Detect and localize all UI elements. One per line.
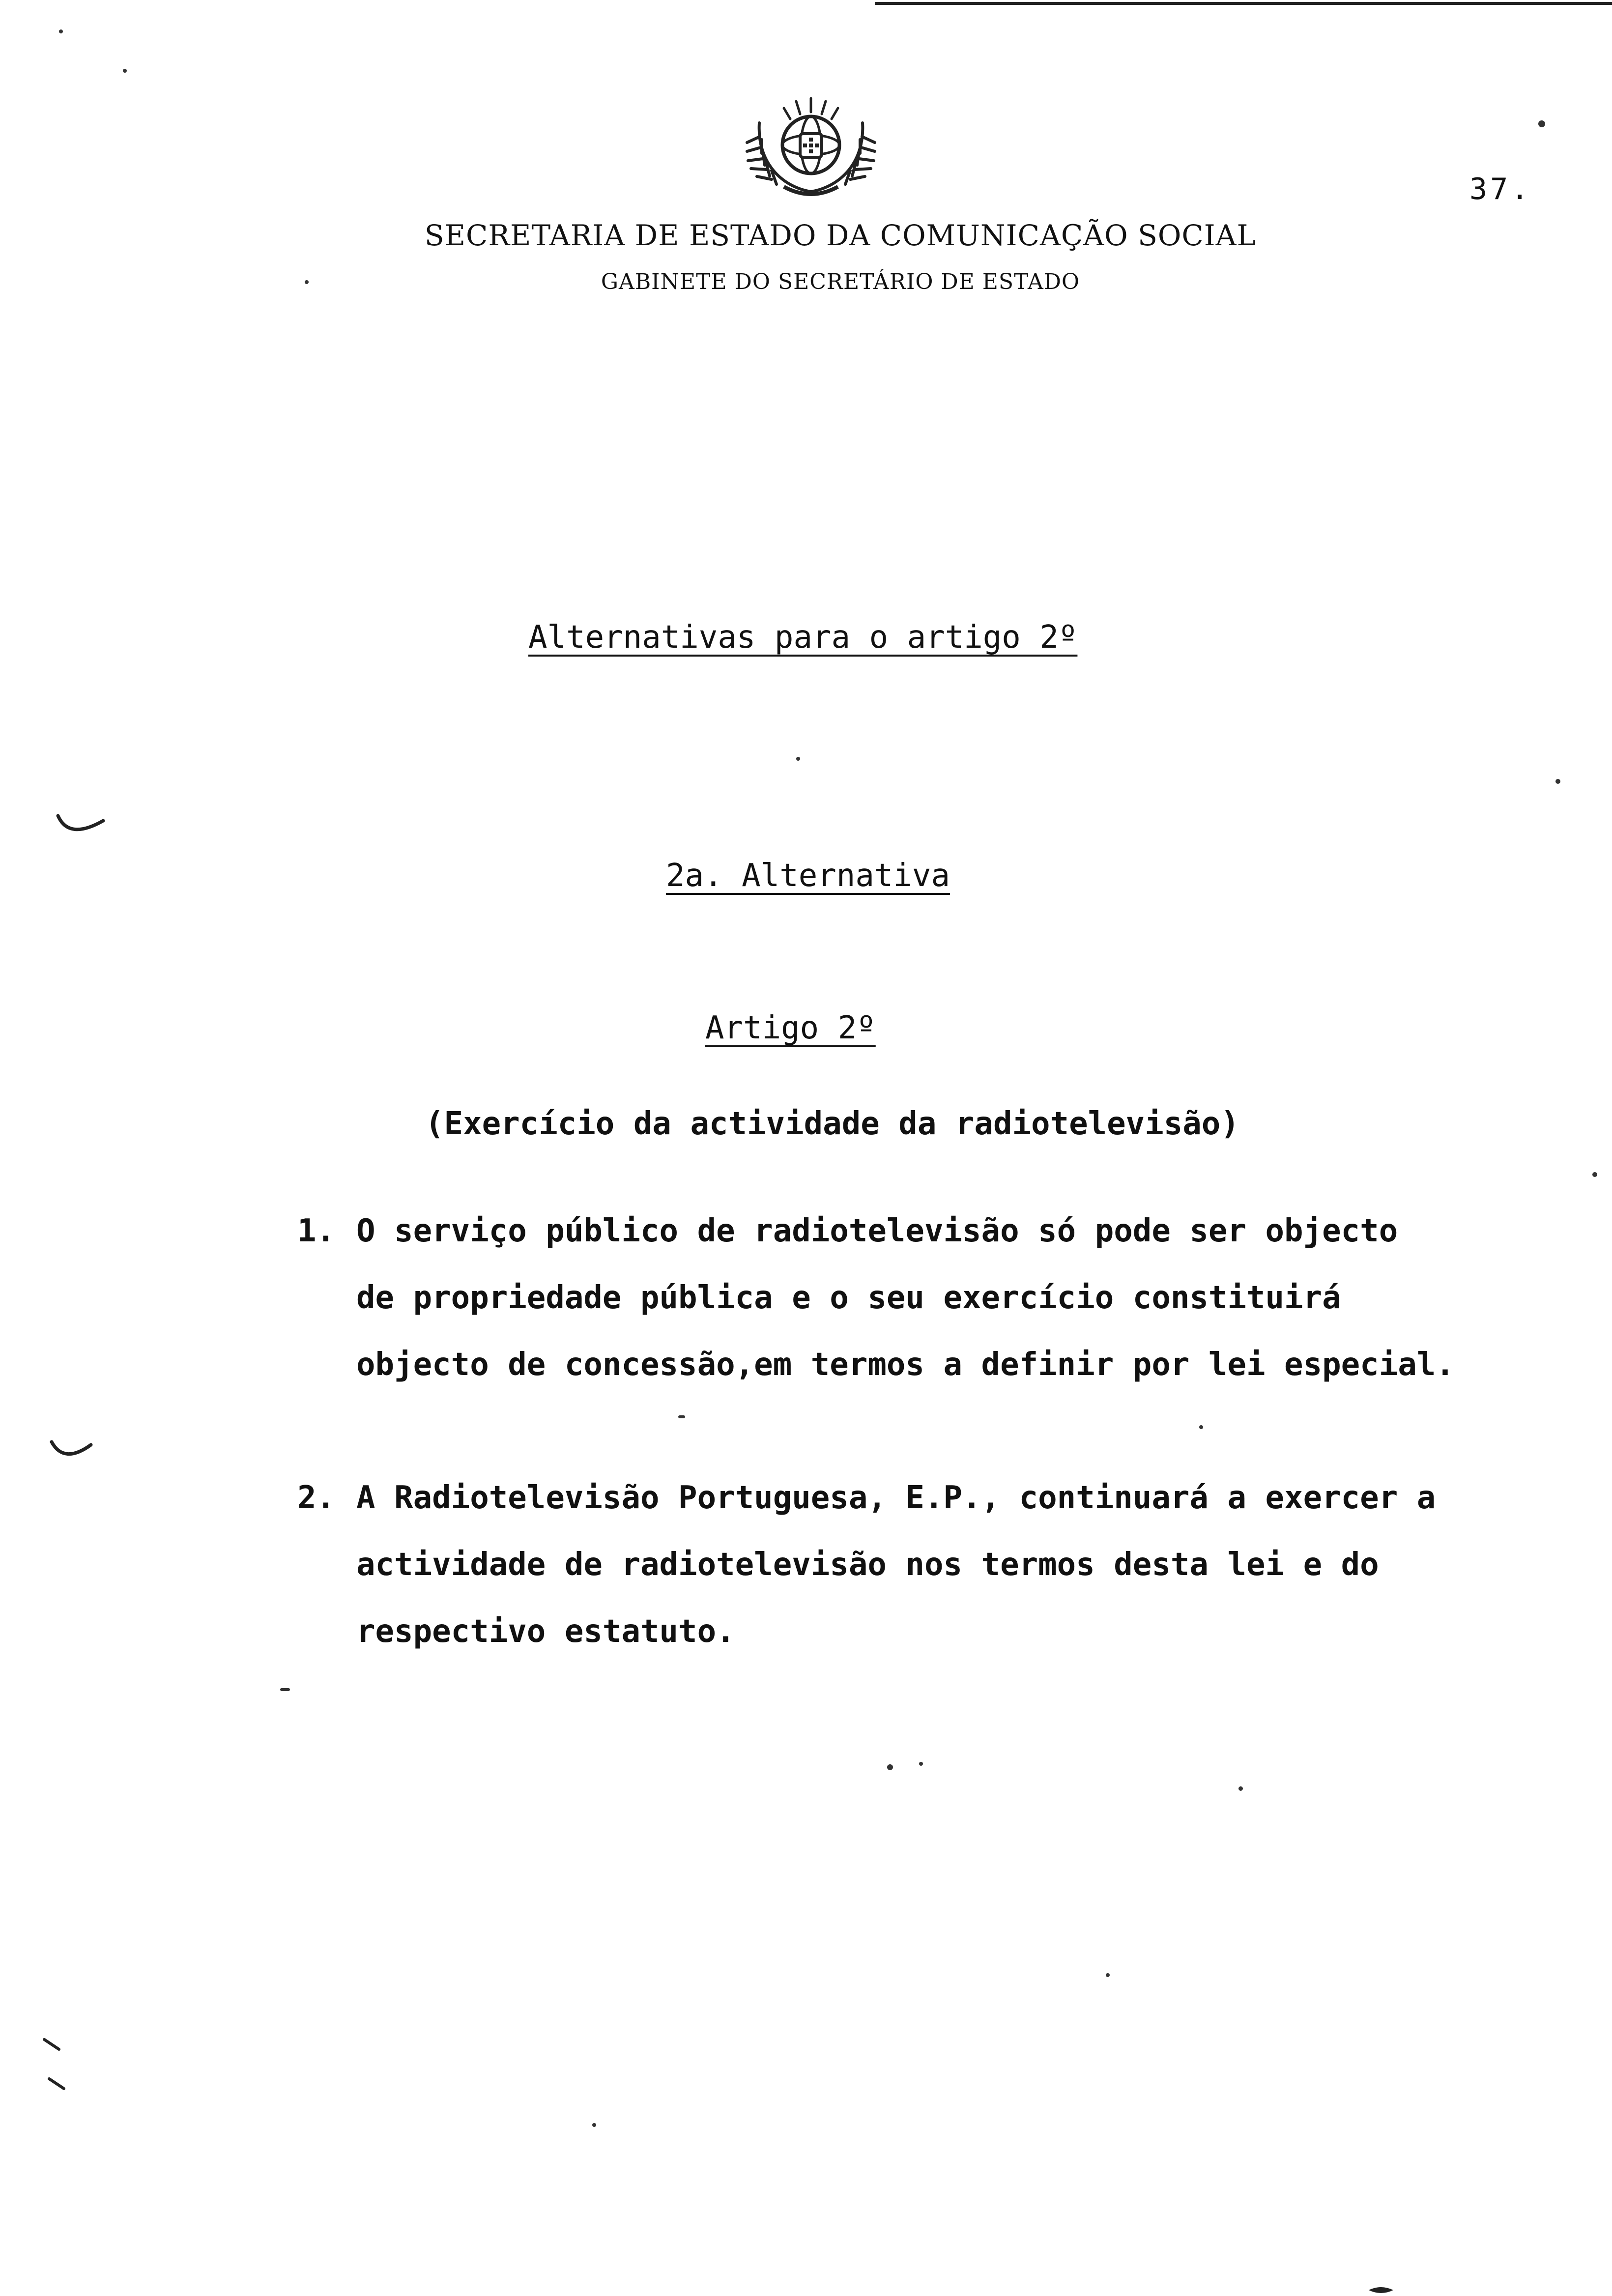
coat-of-arms-icon	[737, 93, 885, 201]
section-heading: Alternativas para o artigo 2º	[528, 619, 1078, 656]
speck	[59, 29, 63, 33]
item-line: A Radiotelevisão Portuguesa, E.P., continuará a exercer a	[356, 1480, 1436, 1516]
speck	[1106, 1973, 1110, 1977]
speck	[592, 2123, 596, 2127]
item-number: 2.	[297, 1480, 336, 1516]
item-text	[356, 1464, 1612, 1665]
letterhead-subtitle: GABINETE DO SECRETÁRIO DE ESTADO	[601, 269, 1080, 294]
item-number: 1.	[297, 1213, 336, 1249]
alternative-heading: 2a. Alternativa	[666, 858, 950, 894]
speck	[678, 1415, 685, 1418]
item-line: respectivo estatuto.	[356, 1613, 735, 1650]
margin-stroke-icon	[39, 2035, 69, 2094]
speck-mark-icon	[1366, 2285, 1396, 2296]
speck	[887, 1764, 893, 1770]
article-heading: Artigo 2º	[705, 1010, 876, 1046]
item-line: actividade de radiotelevisão nos termos desta lei e do	[356, 1547, 1379, 1583]
speck	[796, 757, 800, 761]
item-text	[356, 1198, 1612, 1398]
pen-check-mark-icon	[54, 806, 108, 845]
speck	[1199, 1425, 1203, 1429]
speck	[305, 280, 309, 284]
speck	[1555, 779, 1560, 784]
letterhead-title: SECRETARIA DE ESTADO DA COMUNICAÇÃO SOCIAL	[424, 219, 1257, 252]
speck	[1592, 1172, 1597, 1177]
article-subtitle: (Exercício da actividade da radiotelevisão)	[425, 1106, 1239, 1142]
speck	[919, 1762, 923, 1766]
item-line: O serviço público de radiotelevisão só pode ser objecto	[356, 1213, 1398, 1249]
item-line: objecto de concessão,em termos a definir por lei especial.	[356, 1347, 1455, 1383]
speck	[1538, 120, 1545, 127]
speck	[280, 1688, 290, 1691]
speck	[1238, 1786, 1243, 1791]
page-number: 37.	[1469, 172, 1532, 206]
pen-check-mark-icon	[47, 1435, 106, 1474]
speck	[123, 69, 127, 73]
item-line: de propriedade pública e o seu exercício constituirá	[356, 1280, 1341, 1316]
top-edge-rule	[875, 2, 1612, 5]
